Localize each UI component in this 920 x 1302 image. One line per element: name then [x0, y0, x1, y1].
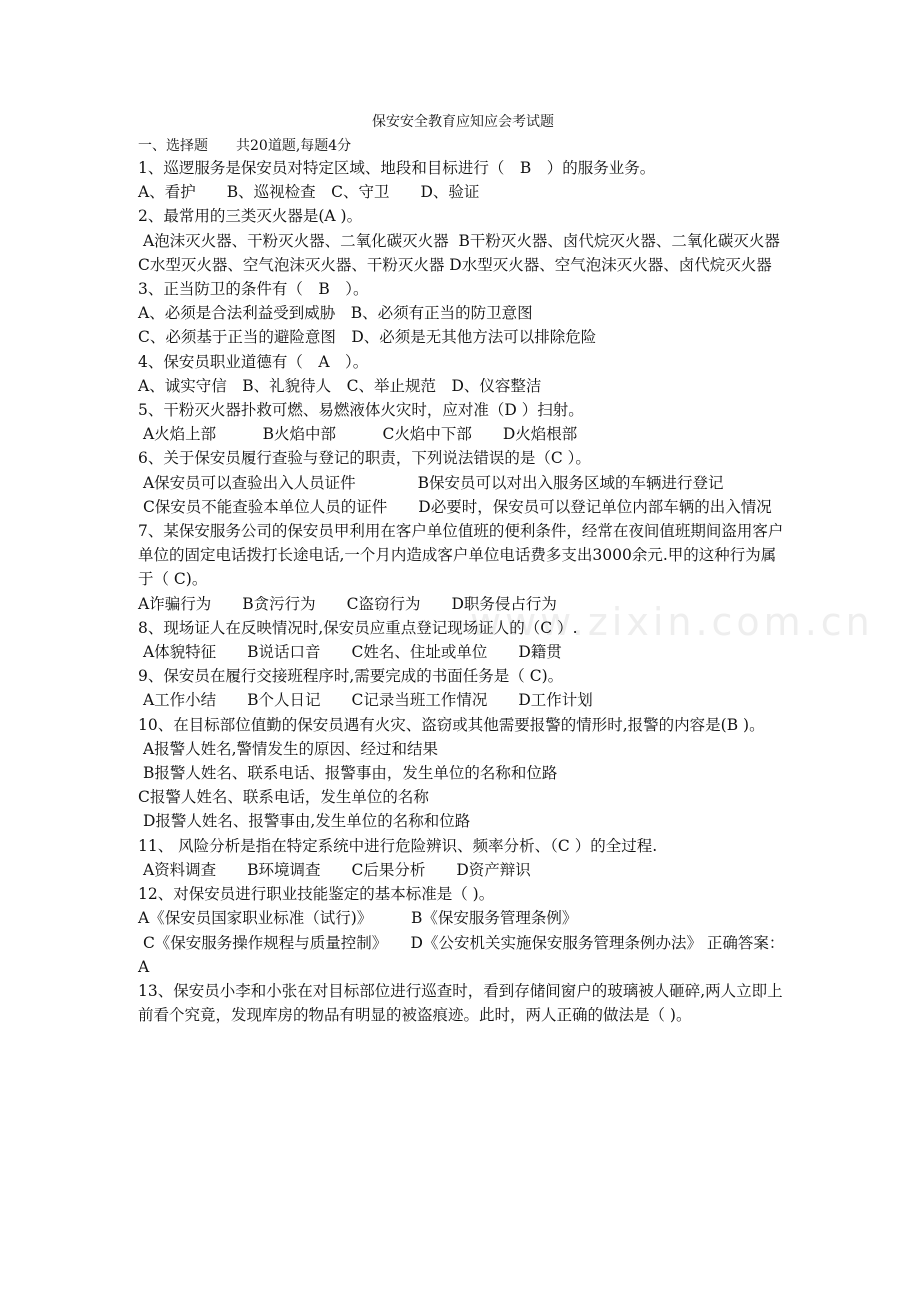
watermark: www.zixin.com.cn	[470, 600, 874, 644]
question-text: 10、在目标部位值勤的保安员遇有火灾、盗窃或其他需要报警的情形时,报警的内容是(B )。	[138, 715, 765, 734]
document-page	[138, 112, 788, 1027]
question-options: A保安员可以查验出入人员证件 B保安员可以对出入服务区域的车辆进行登记	[138, 473, 724, 492]
question-options: B报警人姓名、联系电话、报警事由，发生单位的名称和位路	[138, 764, 558, 783]
question-text: 4、保安员职业道德有（ A ）。	[138, 352, 369, 371]
question-text: 5、干粉灭火器扑救可燃、易燃液体火灾时，应对准（D ）扫射。	[138, 401, 584, 420]
question-text: 1、巡逻服务是保安员对特定区域、地段和目标进行（ B ）的服务业务。	[138, 159, 656, 177]
question-options: C水型灭火器、空气泡沫灭火器、干粉灭火器 D水型灭火器、空气泡沫灭火器、卤代烷灭火器	[138, 255, 772, 274]
question-list	[138, 156, 788, 1027]
question-options: A工作小结 B个人日记 C记录当班工作情况 D工作计划	[138, 691, 593, 710]
question-options: C保安员不能查验本单位人员的证件 D必要时，保安员可以登记单位内部车辆的出入情况	[138, 497, 772, 516]
question-options: C报警人姓名、联系电话，发生单位的名称	[138, 788, 429, 807]
question-options: A火焰上部 B火焰中部 C火焰中下部 D火焰根部	[138, 425, 578, 444]
question-text: 12、对保安员进行职业技能鉴定的基本标准是（ )。	[138, 885, 495, 904]
question-options: D报警人姓名、报警事由,发生单位的名称和位路	[138, 812, 471, 831]
question-options: A《保安员国家职业标准（试行)》 B《保安服务管理条例》	[138, 909, 578, 928]
question-text: 7、某保安服务公司的保安员甲利用在客户单位值班的便利条件，经常在夜间值班期间盗用客户单位的固定电话拨打长途电话,一个月内造成客户单位电话费多支出3000余元.甲的这种行为属于（ C)。	[138, 522, 784, 589]
question-options: A报警人姓名,警情发生的原因、经过和结果	[138, 739, 439, 758]
question-options: A、看护 B、巡视检查 C、守卫 D、验证	[138, 183, 480, 202]
section-heading: 一、选择题 共20道题,每题4分	[138, 138, 352, 154]
question-options: A、必须是合法利益受到威胁 B、必须有正当的防卫意图	[138, 304, 533, 323]
question-options: A泡沫灭火器、干粉灭火器、二氧化碳灭火器 B干粉灭火器、卤代烷灭火器、二氧化碳灭火器	[138, 231, 780, 250]
question-text: 2、最常用的三类灭火器是(A )。	[138, 207, 363, 226]
question-text: 11、 风险分析是指在特定系统中进行危险辨识、频率分析、（C ）的全过程.	[138, 836, 658, 855]
question-text: 6、关于保安员履行查验与登记的职责，下列说法错误的是（C ）。	[138, 449, 591, 468]
question-options: A体貌特征 B说话口音 C姓名、住址或单位 D籍贯	[138, 643, 562, 662]
question-options: A资料调查 B环境调查 C后果分析 D资产辩识	[138, 860, 531, 879]
document-title: 保安安全教育应知应会考试题	[372, 114, 554, 130]
question-text: 3、正当防卫的条件有（ B ）。	[138, 280, 369, 299]
question-text: 13、保安员小李和小张在对目标部位进行巡查时，看到存储间窗户的玻璃被人砸碎,两人立即上前看个究竟，发现库房的物品有明显的被盗痕迹。此时，两人正确的做法是（ )。	[138, 981, 783, 1025]
question-options: A诈骗行为 B贪污行为 C盗窃行为 D职务侵占行为	[138, 594, 557, 613]
question-text: 9、保安员在履行交接班程序时,需要完成的书面任务是（ C)。	[138, 667, 564, 686]
question-text: 8、现场证人在反映情况时,保安员应重点登记现场证人的（C ）.	[138, 618, 578, 637]
question-options: C、必须基于正当的避险意图 D、必须是无其他方法可以排除危险	[138, 328, 597, 347]
question-options: C《保安服务操作规程与质量控制》 D《公安机关实施保安服务管理条例办法》 正确答案：A	[138, 933, 785, 976]
question-options: A、诚实守信 B、礼貌待人 C、举止规范 D、仪容整洁	[138, 376, 542, 395]
